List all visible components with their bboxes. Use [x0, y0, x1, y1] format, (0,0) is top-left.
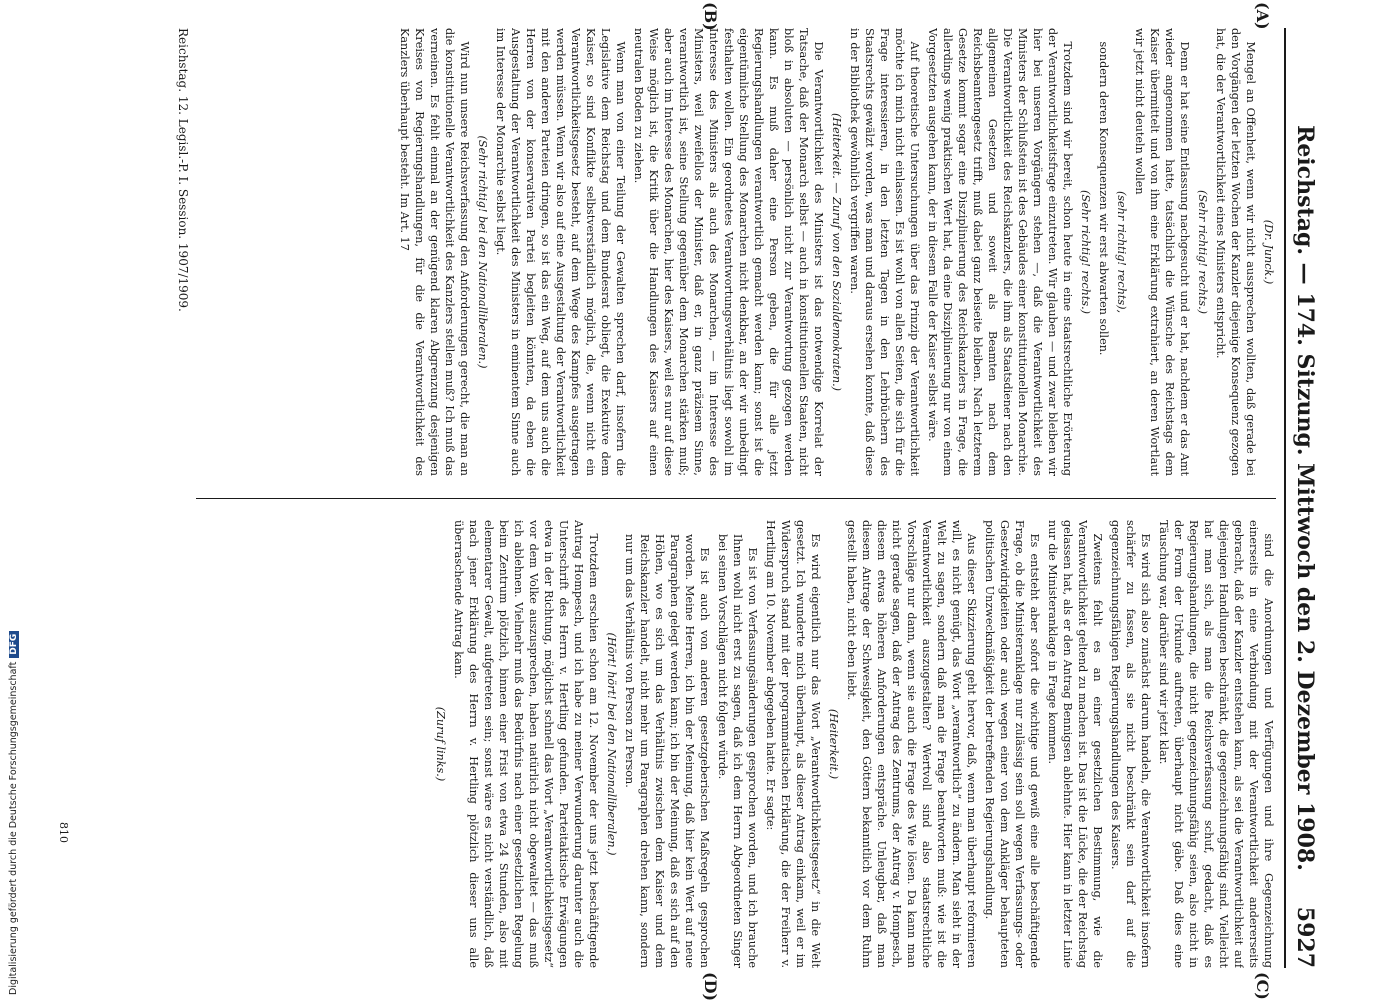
quotation: Es ist von Verfassungsänderungen gesprochen worden, und ich brauche Ihnen wohl nicht erst zu sagen, daß ich dem Herrn Abgeordneten Singer bei seinen Vorschlägen nicht folgen würde.: [716, 534, 759, 968]
paragraph: Es entsteht aber sofort die wichtige und gewiß eine alle beschäftigende Frage, ob die Ministeranklage nur zulässig sein soll wegen Verfassungs- oder Gesetzwidrigkeiten oder auch wegen einer von dem Ankläger behaupteten politischen Unzweckmäßigkeit der betreffenden Regierungshandlung.: [983, 520, 1041, 968]
column-divider: [196, 498, 1276, 499]
interjection: (Sehr richtig! rechts.): [1196, 189, 1209, 315]
interjection: (Sehr richtig! rechts.): [1079, 189, 1092, 315]
paragraph: Es wird sich also zunächst darum handeln, die Verantwortlichkeit insofern schärfer zu fassen, als sie nicht beschränkt sein darf auf die gegenzeichnungsfähigen Regierungshandlungen des Kaisers.: [1109, 520, 1152, 968]
credit-text: Digitalisierung gefördert durch die Deutsche Forschungsgemeinschaft: [8, 661, 19, 995]
page-number: 5927: [1292, 906, 1318, 968]
footer-session: Reichstag. 12. Legisl.-P. I. Session. 1907/1909.: [176, 28, 190, 312]
running-head: [1284, 28, 1320, 968]
paragraph: Es wird eigentlich nur das Wort „Verantwortlichkeitsgesetz“ in die Welt gesetzt. Ich wunderte mich überhaupt, als dieser Antrag einkam, weil er im Widerspruch stand mit der programmatischen Erklärung, die der Freiherr v. Hertling am 10. November abgegeben hatte. Er sagte:: [764, 520, 822, 968]
paragraph: Mengel an Offenheit, wenn wir nicht aussprechen wollten, daß gerade bei den Vorgängen der letzten Wochen der Kanzler diejenige Konsequenz gezogen hat, die der Verantwortlichkeit eines Ministers entspricht.: [1214, 28, 1257, 476]
left-column: [196, 28, 1276, 476]
interjection: (sehr richtig! rechts),: [1115, 190, 1128, 314]
footer-page-number: 810: [57, 822, 70, 843]
document-page: [70, 2, 1320, 1001]
paragraph: Zweitens fehlt es an einer gesetzlichen Bestimmung, wie die Verantwortlichkeit geltend zu machen ist. Das ist die Lücke, die der Reichstag gelassen hat, als er den Antrag Bennigsen ablehnte. Hier kann in letzter Linie nur die Ministeranklage in Frage kommen.: [1046, 520, 1104, 968]
interjection: (Zuruf links.): [434, 706, 447, 782]
paragraph: sondern deren Konsequenzen wir erst abwarten sollen.: [1097, 41, 1110, 356]
digitization-credit: [8, 631, 19, 995]
paragraph: Wird nun unsere Reichsverfassung den Anforderungen gerecht, die man an die konstitutionelle Verantwortlichkeit des Kanzlers stellen muß? Ich muß das verneinen. Es fehlt einmal an der genügend klaren Abgrenzung desjenigen Kreises von Regierungshandlungen, für die die Verantwortlichkeit des Kanzlers überhaupt besteht. Im Art. 17: [398, 28, 471, 476]
interjection: (Sehr richtig! bei den Nationalliberalen.): [476, 135, 489, 369]
paragraph: Trotzdem sind wir bereit, schon heute in eine staatsrechtliche Erörterung der Verantwortlichkeitsfrage einzutreten. Wir glauben — und zwar bleiben wir hier bei unseren Vorgängern stehen —, daß die Verantwortlichkeit des Ministers der Schlußstein ist des Gebäudes einer konstitutionellen Monarchie. Die Verantwortlichkeit des Reichskanzlers, die ihm als Staatsdiener nach den allgemeinen Gesetzen und soweit als Beamten nach dem Reichsbeamtengesetz trifft, muß dabei ganz beiseite bleiben. Nach letzterem Gesetze kommt sogar eine Disziplinierung des Reichskanzlers in Frage, die allerdings wenig praktischen Wert hat, da eine Disziplinierung nur von einem Vorgesetzten ausgehen kann, der in diesem Falle der Kaiser selbst wäre.: [926, 28, 1074, 476]
paragraph: Wenn man von einer Teilung der Gewalten sprechen darf, insofern die Legislative dem Reichstag und dem Bundesrat obliegt, die Exekutive dem Kaiser, so sind Konflikte selbstverständlich möglich, die, wenn nicht ein Verantwortlichkeitsgesetz besteht, auf dem Wege des Kampfes ausgetragen werden müssen. Wenn wir also auf eine Ausgestaltung der Verantwortlichkeit mit den anderen Parteien dringen, so ist das ein Weg, auf dem uns auch die Herren von der konservativen Partei begleiten könnten, da eben die Ausgestaltung der Verantwortlichkeit des Ministers in eminentem Sinne auch im Interesse der Monarchie selbst liegt.: [494, 28, 627, 476]
paragraph: Auf theoretische Untersuchungen über das Prinzip der Verantwortlichkeit möchte ich mich nicht einlassen. Es ist wohl von allen Seiten, die sich für die Frage interessieren, in den letzten Tagen in den Lehrbüchern des Staatsrechts gewälzt worden, was man und daraus ersehen konnte, daß diese in der Bibliothek gewöhnlich vergriffen waren.: [848, 28, 921, 476]
paragraph: sind die Anordnungen und Verfügungen und ihre Gegenzeichnung einerseits in eine Verbindung mit der Verantwortlichkeit andererseits gebracht, daß der Kanzler entstehen kann, als sei die Verantwortlichkeit auf diejenigen Handlungen beschränkt, die gegenzeichnungsfähig sind. Vielleicht hat man sich, als man die Reichsverfassung schuf, gedacht, daß es Regierungshandlungen, die nicht gegenzeichnungsfähig seien, also nicht in der Form der Urkunde auftreten, überhaupt nicht gäbe. Daß dies eine Täuschung war, darüber sind wir jetzt klar.: [1157, 520, 1275, 968]
margin-mark-d: (D): [701, 972, 720, 1001]
right-column: [196, 520, 1276, 968]
quotation: Es ist auch von anderen gesetzgeberischen Maßregeln gesprochen worden. Meine Herren, ich bin der Meinung, daß hier kein Wert auf neue Paragraphen gelegt werden kann; ich bin der Meinung, daß es sich auf den Höhen, wo es sich um das Verhältnis zwischen dem Kaiser und dem Reichskanzler handelt, nicht mehr um Paragraphen drehen kann, sondern nur um das Verhältnis von Person zu Person.: [623, 534, 711, 968]
interjection: (Heiterkeit.): [827, 708, 840, 780]
margin-mark-c: (C): [1253, 972, 1272, 1000]
paragraph: Die Verantwortlichkeit des Ministers ist das notwendige Korrelat der Tatsache, daß der Monarch selbst — auch in konstitutionellen Staaten, nicht bloß in absoluten — persönlich nicht zur Verantwortung gezogen werden kann. Es muß daher eine Person geben, die für alle jetzt Regierungshandlungen verantwortlich gemacht werden kann; sonst ist die eigentümliche Stellung des Monarchen nicht denkbar, an der wir unbedingt festhalten wollen. Ein geordnetes Verantwortungsverhältnis liegt sowohl im Interesse des Ministers als auch des Monarchen, — im Interesse des Ministers, weil zweifellos der Minister, daß er, in ganz präzisem Sinne, verantwortlich ist, seine Stellung gegenüber dem Monarchen stärken muß; aber auch im Interesse des Monarchen, hier des Kaisers, weil es nur auf diese Weise möglich ist, die Kritik über die Handlungen des Kaisers auf einen neutralen Boden zu ziehen.: [632, 28, 825, 476]
speaker-label: (Dr. Junck.): [1262, 219, 1275, 285]
interjection: (Hört! hört! bei den Nationalliberalen.): [605, 632, 618, 856]
margin-mark-b: (B): [701, 2, 720, 31]
page-title: Reichstag. — 174. Sitzung. Mittwoch den 2. Dezember 1908.: [1292, 125, 1318, 871]
interjection: (Heiterkeit. — Zuruf von den Sozialdemokraten.): [830, 113, 843, 391]
paragraph: Trotzdem erschien schon am 12. November der uns jetzt beschäftigende Antrag Hompesch, und ich habe zu meiner Verwunderung darunter auch die Unterschrift des Herrn v. Hertling gefunden. Parteitaktische Erwägungen etwa in der Richtung, möglichst schnell das Wort „Verantwortlichkeitsgesetz“ vor dem Volke auszusprechen, haben natürlich nicht obgewaltet — das muß ich ablehnen. Vielmehr muß das Bedürfnis nach einer gesetzlichen Regelung beim Zentrum plötzlich, binnen einer Frist von etwa 24 Stunden, also mit elementarer Gewalt, aufgetreten sein; sonst wäre es nicht verständlich, daß nach jener Erklärung des Herrn v. Hertling plötzlich dieser uns alle überraschende Antrag kam.: [452, 520, 600, 968]
margin-mark-a: (A): [1253, 2, 1272, 30]
paragraph: Denn er hat seine Entlassung nachgesucht und er hat, nachdem er das Amt wieder angenommen hatte, tatsächlich die Wünsche des Reichstags dem Kaiser übermittelt und von ihm eine Erklärung extrahiert, an deren Wortlaut wir jetzt nicht deuteln wollen: [1133, 28, 1191, 476]
paragraph: Aus dieser Skizzierung geht hervor, daß, wenn man überhaupt reformieren will, es nicht genügt, das Wort „verantwortlich“ zu ändern. Man sieht in der Welt zu sagen, sondern daß man die Frage beantworten muß: wie ist die Verantwortlichkeit auszugestalten? Wertvoll sind also staatsrechtliche Vorschläge nur dann, wenn sie auch die Frage des Wie lösen. Da kann man nicht gerade sagen, daß der Antrag des Zentrums, der Antrag v. Hompesch, diesem etwas höheren Anforderungen entspräche. Unleugbar, daß man diesem Antrage der Schwesigkeit, den Göttern bekanntlich vor dem Ruhm gestellt haben, nicht eben liebt.: [845, 520, 978, 968]
dfg-logo: DFG: [9, 631, 19, 658]
